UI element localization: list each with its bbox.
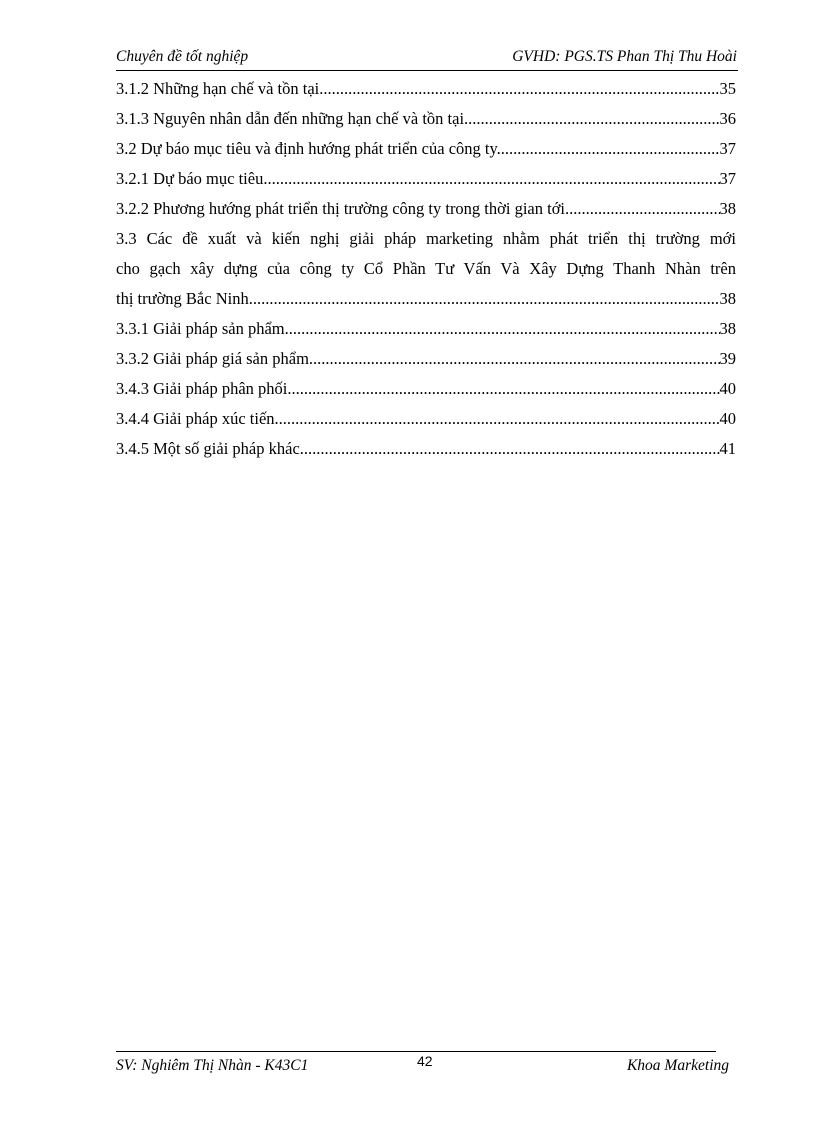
toc-entry-page: 36 [719,109,736,128]
toc-entry-page: 38 [719,199,736,218]
toc-entry [116,194,736,224]
header-right-advisor: GVHD: PGS.TS Phan Thị Thu Hoài [512,48,737,65]
toc-entry-title: 3.3.1 Giải pháp sản phẩm. [116,319,289,338]
toc-dot-leader [292,374,720,404]
toc-entry-page: 39 [719,349,736,368]
toc-dot-leader [501,134,720,164]
toc-dot-leader [275,404,720,434]
toc-dot-leader [569,194,719,224]
toc-entry [116,104,736,134]
toc-dot-leader [323,74,719,104]
toc-entry [116,404,736,434]
toc-entry-title: 3.2.2 Phương hướng phát triển thị trường công ty trong thời gian tới. [116,199,570,218]
header-divider [116,70,738,71]
toc-entry [116,374,736,404]
toc-entry-page: 38 [719,319,736,338]
toc-entry-title: 3.4.5 Một số giải pháp khác. [116,439,304,458]
toc-entry [116,164,736,194]
toc-entry-page: 41 [719,439,736,458]
toc-dot-leader [468,104,719,134]
toc-long-entry-line-2: cho gạch xây dựng của công ty Cổ Phần Tư Vấn Và Xây Dựng Thanh Nhàn trên [116,259,736,278]
toc-dot-leader [253,284,720,314]
toc-entry-title: 3.3.2 Giải pháp giá sản phẩm. [116,349,314,368]
toc-entry-title: 3.4.4 Giải pháp xúc tiến [116,409,275,428]
footer-divider [116,1051,716,1052]
toc-entry [116,434,736,464]
toc-entry-page: 38 [719,289,736,308]
toc-dot-leader [267,164,719,194]
toc-long-entry-line-1: 3.3 Các đề xuất và kiến nghị giải pháp marketing nhằm phát triển thị trường mới [116,229,736,248]
toc-entry-page: 40 [719,379,736,398]
toc-entry [116,74,736,104]
toc-entry-title: 3.1.3 Nguyên nhân dẫn đến những hạn chế và tồn tại. [116,109,469,128]
toc-entry-title: 3.2.1 Dự báo mục tiêu. [116,169,268,188]
toc-entry [116,134,736,164]
table-of-contents [116,74,736,464]
toc-dot-leader [304,434,720,464]
toc-entry-page: 40 [719,409,736,428]
toc-entry-page: 37 [719,139,736,158]
toc-entry-title: 3.2 Dự báo mục tiêu và định hướng phát triển của công ty. [116,139,501,158]
toc-entry [116,284,736,314]
footer-faculty: Khoa Marketing [626,1057,729,1074]
page-number: 42 [417,1053,433,1069]
footer-student: SV: Nghiêm Thị Nhàn - K43C1 [116,1057,309,1074]
toc-dot-leader [289,314,720,344]
toc-entry-title: 3.1.2 Những hạn chế và tồn tại. [116,79,324,98]
page-footer [116,1055,729,1079]
header-left-title: Chuyên đề tốt nghiệp [116,48,249,65]
toc-dot-leader [313,344,719,374]
page-header [116,48,737,70]
toc-long-entry-line-3: thị trường Bắc Ninh. [116,289,253,308]
toc-entry-page: 37 [719,169,736,188]
toc-entry [116,314,736,344]
toc-entry-page: 35 [719,79,736,98]
toc-entry-title: 3.4.3 Giải pháp phân phối. [116,379,292,398]
toc-entry [116,344,736,374]
